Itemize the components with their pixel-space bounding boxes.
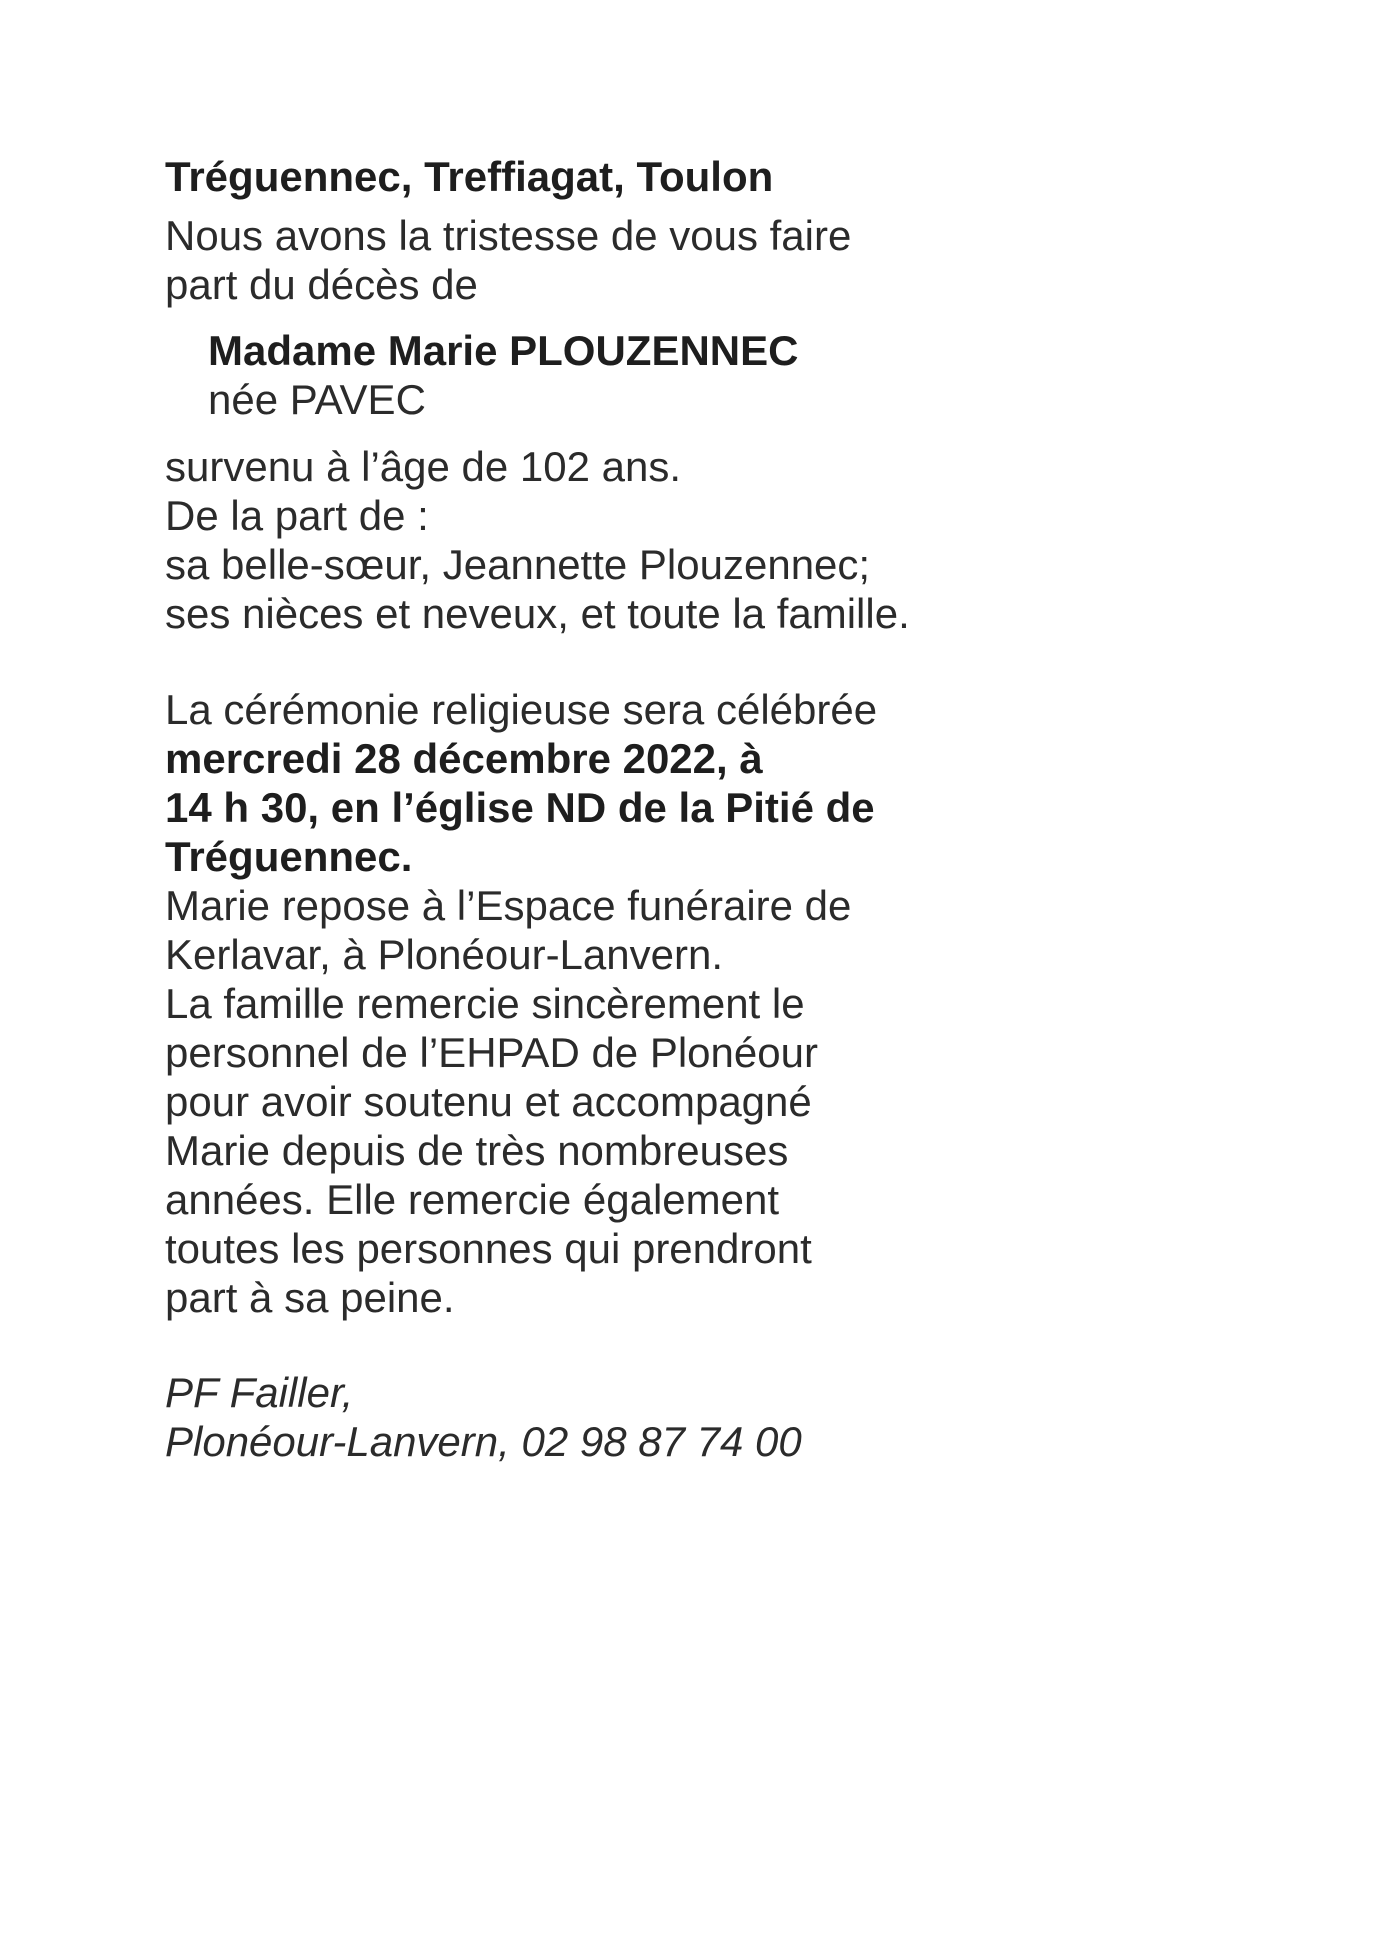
- funeral-home-name: PF Failler,: [165, 1369, 354, 1416]
- ceremony-text-line: toutes les personnes qui prendront: [165, 1225, 812, 1272]
- funeral-home-signature: [165, 1368, 925, 1466]
- intro-line: Nous avons la tristesse de vous faire: [165, 212, 852, 259]
- ceremony-text-line: Marie depuis de très nombreuses: [165, 1127, 789, 1174]
- family-line: De la part de :: [165, 492, 429, 539]
- ceremony-text-line: part à sa peine.: [165, 1274, 455, 1321]
- ceremony-date-line: mercredi 28 décembre 2022, à: [165, 735, 763, 782]
- age-line: survenu à l’âge de 102 ans.: [165, 443, 682, 490]
- ceremony-town-line: Tréguennec.: [165, 833, 413, 880]
- ceremony-intro-line: La cérémonie religieuse sera célébrée: [165, 686, 878, 733]
- ceremony-text-line: années. Elle remercie également: [165, 1176, 780, 1223]
- ceremony-text-line: La famille remercie sincèrement le: [165, 980, 805, 1027]
- ceremony-paragraph: [165, 685, 925, 1322]
- locations-heading: Tréguennec, Treffiagat, Toulon: [165, 153, 774, 200]
- ceremony-text-line: Marie repose à l’Espace funéraire de: [165, 882, 852, 929]
- age-and-family-paragraph: [165, 442, 925, 638]
- ceremony-time-place-line: 14 h 30, en l’église ND de la Pitié de: [165, 784, 875, 831]
- family-line: sa belle-sœur, Jeannette Plouzennec;: [165, 541, 871, 588]
- ceremony-text-line: pour avoir soutenu et accompagné: [165, 1078, 812, 1125]
- deceased-maiden-name: née PAVEC: [208, 376, 426, 423]
- ceremony-text-line: Kerlavar, à Plonéour-Lanvern.: [165, 931, 723, 978]
- ceremony-text-line: personnel de l’EHPAD de Plonéour: [165, 1029, 818, 1076]
- intro-paragraph: [165, 211, 925, 309]
- funeral-home-contact: Plonéour-Lanvern, 02 98 87 74 00: [165, 1418, 802, 1465]
- death-notice: [165, 152, 925, 1466]
- intro-line: part du décès de: [165, 261, 478, 308]
- deceased-block: [165, 326, 925, 424]
- family-line: ses nièces et neveux, et toute la famille.: [165, 590, 910, 637]
- deceased-name: Madame Marie PLOUZENNEC: [208, 327, 799, 374]
